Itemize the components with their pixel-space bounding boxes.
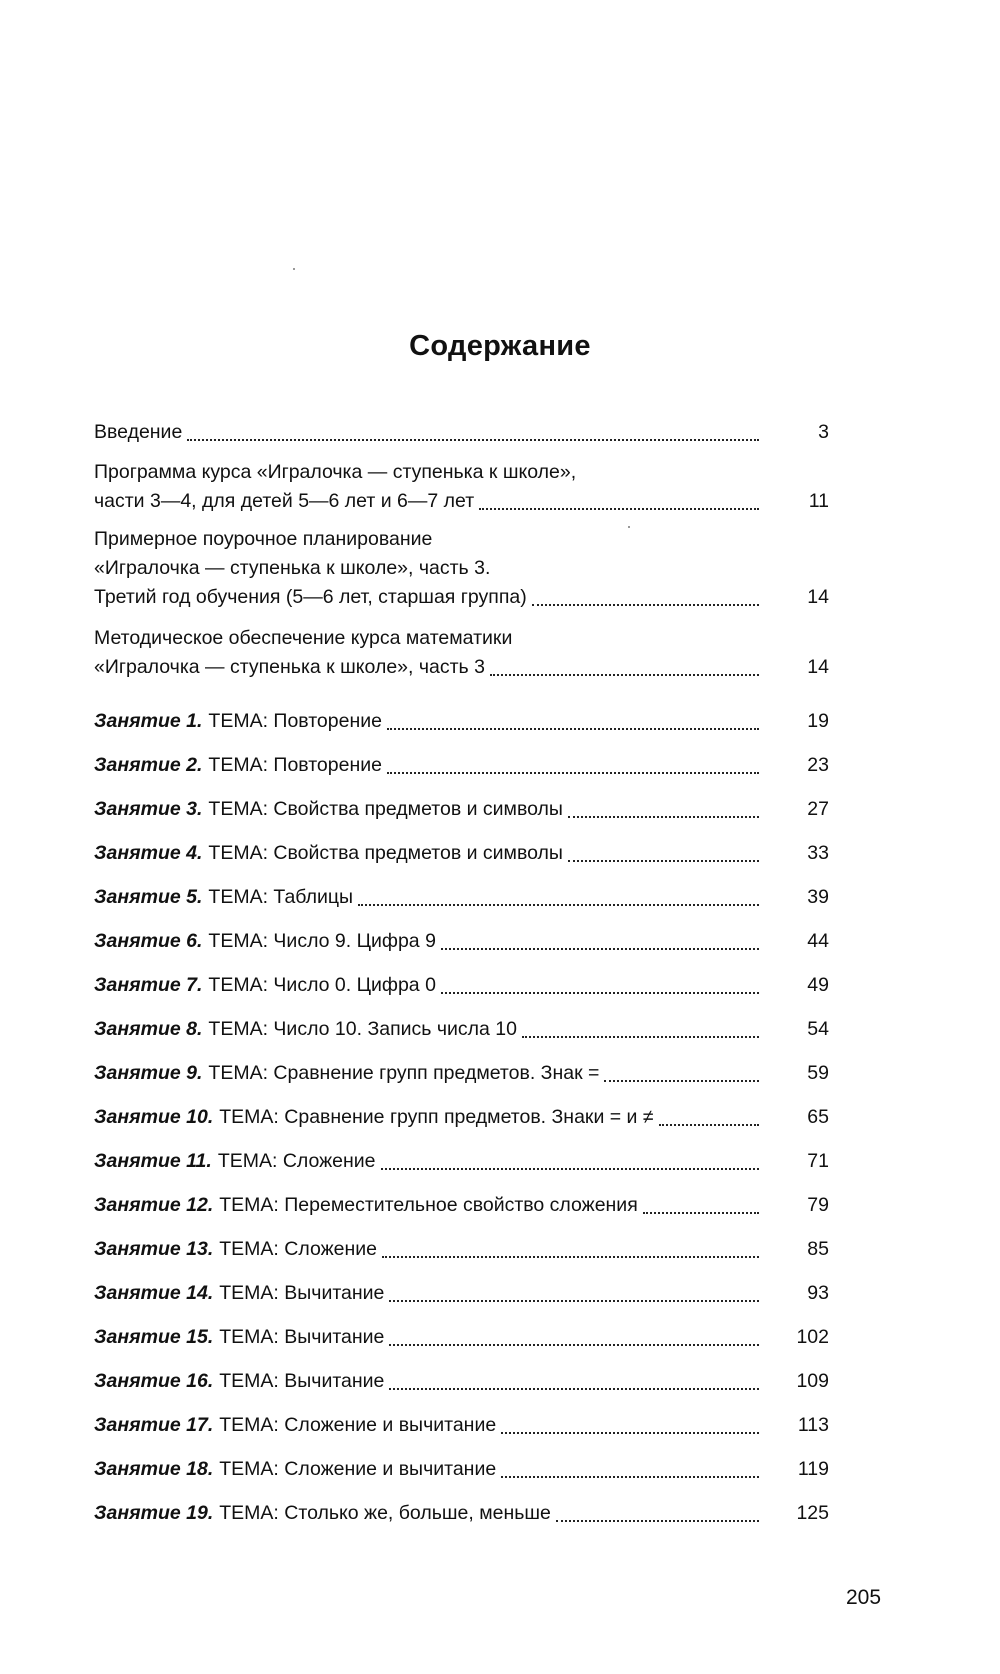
toc-entry	[94, 624, 829, 682]
toc-entry-text	[94, 1103, 761, 1132]
toc-entry-text	[94, 1235, 761, 1264]
dot-leader	[187, 438, 759, 441]
toc-page-number: 11	[808, 490, 829, 512]
toc-page-number: 54	[807, 1018, 829, 1040]
dot-leader	[501, 1475, 759, 1478]
dot-leader	[381, 1167, 759, 1170]
lesson-label: Занятие 11.	[94, 1150, 212, 1172]
toc-entry-line	[94, 1323, 761, 1352]
toc-lesson-entry	[94, 1367, 829, 1396]
toc-entry-text	[94, 1323, 761, 1352]
toc-entry-line	[94, 1015, 761, 1044]
toc-entry-title: Введение	[94, 421, 183, 443]
toc-entry-title: Третий год обучения (5—6 лет, старшая группа)	[94, 586, 527, 608]
lesson-topic: ТЕМА: Сложение	[219, 1238, 377, 1260]
lesson-label: Занятие 14.	[94, 1282, 214, 1304]
dot-leader	[389, 1387, 759, 1390]
lesson-topic: ТЕМА: Вычитание	[219, 1370, 385, 1392]
toc-entry-text	[94, 1059, 761, 1088]
toc-entry-line	[94, 1103, 761, 1132]
lesson-topic: ТЕМА: Свойства предметов и символы	[208, 842, 563, 864]
lesson-topic: ТЕМА: Сравнение групп предметов. Знак =	[208, 1062, 600, 1084]
toc-entry-line	[94, 653, 761, 682]
lesson-label: Занятие 9.	[94, 1062, 203, 1084]
toc-lesson-entry	[94, 1147, 829, 1176]
toc-entry-line	[94, 624, 761, 653]
toc-entry-line	[94, 525, 761, 554]
dot-leader	[556, 1519, 759, 1522]
dot-leader	[441, 947, 759, 950]
toc-page-number: 3	[818, 421, 829, 443]
toc-entry-title: Программа курса «Игралочка — ступенька к школе»,	[94, 461, 577, 483]
toc-page-number: 119	[797, 1458, 829, 1480]
toc-entry-text	[94, 1279, 761, 1308]
toc-entry-title: Методическое обеспечение курса математики	[94, 627, 513, 649]
lesson-topic: ТЕМА: Число 0. Цифра 0	[208, 974, 436, 996]
toc-page-number: 102	[796, 1326, 829, 1348]
toc-entry	[94, 525, 829, 612]
paper-speck	[628, 526, 630, 528]
dot-leader	[532, 603, 759, 606]
toc-entry-text	[94, 624, 761, 682]
dot-leader	[358, 903, 759, 906]
toc-entry-line	[94, 1059, 761, 1088]
lesson-topic: ТЕМА: Свойства предметов и символы	[208, 798, 563, 820]
toc-entry-text	[94, 458, 761, 516]
lesson-topic: ТЕМА: Переместительное свойство сложения	[219, 1194, 638, 1216]
toc-entry-text	[94, 707, 761, 736]
dot-leader	[387, 771, 759, 774]
toc-entry-line	[94, 751, 761, 780]
lesson-topic: ТЕМА: Сложение и вычитание	[219, 1414, 497, 1436]
dot-leader	[568, 859, 759, 862]
toc-entry-text	[94, 883, 761, 912]
toc-entry-title: части 3—4, для детей 5—6 лет и 6—7 лет	[94, 490, 475, 512]
toc-entry-line	[94, 1279, 761, 1308]
dot-leader	[479, 507, 759, 510]
toc-entry-line	[94, 795, 761, 824]
lesson-topic: ТЕМА: Повторение	[208, 710, 382, 732]
toc-lesson-entry	[94, 751, 829, 780]
dot-leader	[522, 1035, 759, 1038]
page-title: Содержание	[409, 330, 591, 362]
toc-entry-text	[94, 1367, 761, 1396]
toc-entry-text	[94, 751, 761, 780]
lesson-label: Занятие 6.	[94, 930, 203, 952]
toc-entry-text	[94, 1455, 761, 1484]
toc-page-number: 49	[807, 974, 829, 996]
toc-entry-line	[94, 583, 761, 612]
toc-lesson-entry	[94, 1235, 829, 1264]
toc-lesson-entry	[94, 795, 829, 824]
lesson-topic: ТЕМА: Сложение	[217, 1150, 376, 1172]
lesson-label: Занятие 2.	[94, 754, 203, 776]
lesson-label: Занятие 3.	[94, 798, 203, 820]
toc-entry-line	[94, 707, 761, 736]
toc-entry-text	[94, 971, 761, 1000]
toc-lesson-entry	[94, 707, 829, 736]
toc-page-number: 39	[807, 886, 829, 908]
toc-lesson-entry	[94, 1411, 829, 1440]
lesson-topic: ТЕМА: Вычитание	[219, 1326, 385, 1348]
toc-entry-line	[94, 839, 761, 868]
toc-entry-line	[94, 1411, 761, 1440]
lesson-topic: ТЕМА: Повторение	[208, 754, 382, 776]
toc-entry-line	[94, 927, 761, 956]
dot-leader	[604, 1079, 759, 1082]
toc-entry-line	[94, 487, 761, 516]
toc-page-number: 79	[807, 1194, 829, 1216]
dot-leader	[389, 1299, 759, 1302]
toc-entry-line	[94, 554, 761, 583]
lesson-topic: ТЕМА: Число 10. Запись числа 10	[208, 1018, 517, 1040]
toc-lesson-entry	[94, 839, 829, 868]
page-number: 205	[846, 1586, 882, 1609]
dot-leader	[643, 1211, 759, 1214]
toc-entry-text	[94, 1499, 761, 1528]
toc-page-number: 14	[807, 656, 829, 678]
dot-leader	[501, 1431, 759, 1434]
toc-entry-text	[94, 525, 761, 612]
toc-page-number: 93	[807, 1282, 829, 1304]
toc-entry-line	[94, 1147, 761, 1176]
lesson-label: Занятие 7.	[94, 974, 203, 996]
toc-lesson-entry	[94, 1059, 829, 1088]
toc-lesson-entry	[94, 1279, 829, 1308]
toc-entry-line	[94, 418, 761, 447]
paper-speck	[293, 268, 295, 270]
toc-entry-line	[94, 1191, 761, 1220]
lesson-label: Занятие 19.	[94, 1502, 214, 1524]
lesson-topic: ТЕМА: Вычитание	[219, 1282, 385, 1304]
toc-entry-line	[94, 458, 761, 487]
toc-lesson-entry	[94, 971, 829, 1000]
toc-page-number: 19	[807, 710, 829, 732]
toc-page-number: 113	[797, 1414, 829, 1436]
toc-entry-text	[94, 1015, 761, 1044]
lesson-topic: ТЕМА: Число 9. Цифра 9	[208, 930, 436, 952]
toc-entry-line	[94, 971, 761, 1000]
lesson-topic: ТЕМА: Сравнение групп предметов. Знаки = и ≠	[219, 1106, 654, 1128]
lesson-label: Занятие 1.	[94, 710, 203, 732]
toc-lesson-entry	[94, 1103, 829, 1132]
toc-entry-line	[94, 883, 761, 912]
toc-entry	[94, 458, 829, 516]
toc-lesson-entry	[94, 1499, 829, 1528]
lesson-label: Занятие 8.	[94, 1018, 203, 1040]
toc-entry-title: Примерное поурочное планирование	[94, 528, 433, 550]
toc-lesson-entry	[94, 883, 829, 912]
toc-lesson-entry	[94, 1191, 829, 1220]
toc-lesson-entry	[94, 1455, 829, 1484]
lesson-label: Занятие 4.	[94, 842, 203, 864]
toc-page-number: 23	[807, 754, 829, 776]
toc-page-number: 33	[807, 842, 829, 864]
toc-page-number: 109	[796, 1370, 829, 1392]
toc-page-number: 59	[807, 1062, 829, 1084]
toc-entry-line	[94, 1455, 761, 1484]
toc-entry-line	[94, 1367, 761, 1396]
dot-leader	[382, 1255, 759, 1258]
toc-page-number: 44	[807, 930, 829, 952]
toc-entry	[94, 418, 829, 447]
toc-entry-text	[94, 1147, 761, 1176]
toc-entry-text	[94, 927, 761, 956]
dot-leader	[490, 673, 759, 676]
lesson-topic: ТЕМА: Таблицы	[208, 886, 354, 908]
dot-leader	[389, 1343, 759, 1346]
toc-entry-title: «Игралочка — ступенька к школе», часть 3	[94, 656, 485, 678]
dot-leader	[441, 991, 759, 994]
toc-entry-line	[94, 1499, 761, 1528]
toc-page-number: 65	[807, 1106, 829, 1128]
dot-leader	[387, 727, 759, 730]
lesson-label: Занятие 12.	[94, 1194, 214, 1216]
toc-lesson-entry	[94, 1323, 829, 1352]
lesson-label: Занятие 10.	[94, 1106, 214, 1128]
toc-entry-text	[94, 1411, 761, 1440]
dot-leader	[659, 1123, 759, 1126]
toc-page-number: 27	[807, 798, 829, 820]
lesson-label: Занятие 18.	[94, 1458, 214, 1480]
toc-page-number: 71	[807, 1150, 829, 1172]
toc-entry-text	[94, 839, 761, 868]
toc-lesson-entry	[94, 1015, 829, 1044]
toc-page-number: 85	[807, 1238, 829, 1260]
lesson-topic: ТЕМА: Сложение и вычитание	[219, 1458, 497, 1480]
lesson-label: Занятие 13.	[94, 1238, 214, 1260]
dot-leader	[568, 815, 759, 818]
table-of-contents	[94, 418, 829, 1543]
lesson-label: Занятие 15.	[94, 1326, 214, 1348]
lesson-label: Занятие 5.	[94, 886, 203, 908]
toc-lesson-entry	[94, 927, 829, 956]
toc-entry-text	[94, 795, 761, 824]
toc-page-number: 125	[796, 1502, 829, 1524]
lesson-topic: ТЕМА: Столько же, больше, меньше	[219, 1502, 551, 1524]
toc-entry-line	[94, 1235, 761, 1264]
toc-entry-title: «Игралочка — ступенька к школе», часть 3.	[94, 557, 491, 579]
toc-entry-text	[94, 1191, 761, 1220]
toc-page-number: 14	[807, 586, 829, 608]
lesson-label: Занятие 17.	[94, 1414, 214, 1436]
toc-entry-text	[94, 418, 761, 447]
lesson-label: Занятие 16.	[94, 1370, 214, 1392]
